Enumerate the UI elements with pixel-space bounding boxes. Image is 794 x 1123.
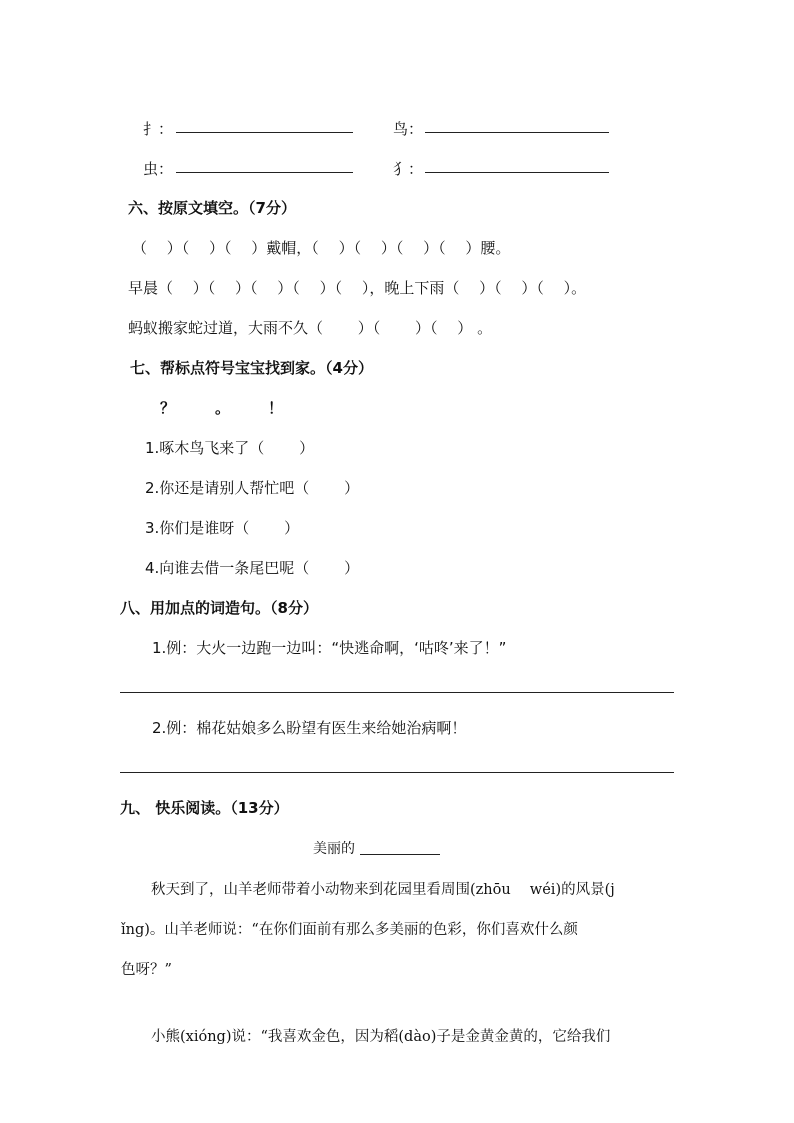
section7-item-1[interactable]: 1.啄木鸟飞来了（ ） xyxy=(145,439,315,457)
passage-line-2: ǐng)。山羊老师说：“在你们面前有那么多美丽的色彩，你们喜欢什么颜 xyxy=(121,922,578,938)
section8-title: 八、用加点的词造句。（8分） xyxy=(120,599,318,617)
symbol-question: ？ xyxy=(160,399,176,417)
passage-line-4: 小熊(xióng)说：“我喜欢金色，因为稻(dào)子是金黄金黄的，它给我们 xyxy=(151,1029,611,1045)
symbol-period: 。 xyxy=(215,399,231,417)
radical-blank-chong[interactable] xyxy=(176,172,353,173)
radical-blank-quan[interactable] xyxy=(425,172,609,173)
section7-item-4[interactable]: 4.向谁去借一条尾巴呢（ ） xyxy=(145,559,360,577)
section6-line-2[interactable]: 早晨（ ）（ ）（ ）（ ）（ ），晚上下雨（ ）（ ）（ ）。 xyxy=(128,279,587,297)
radical-label-chong: 虫： xyxy=(143,160,174,178)
section8-example-1: 1.例：大火一边跑一边叫：“快逃命啊，‘咕咚’来了！” xyxy=(152,639,507,657)
radical-label-quan: 犭： xyxy=(393,160,424,178)
answer-line-2[interactable] xyxy=(120,772,674,773)
section6-line-3[interactable]: 蚂蚁搬家蛇过道，大雨不久（ ）（ ）（ ） 。 xyxy=(128,319,493,337)
section6-title: 六、按原文填空。（7分） xyxy=(128,199,296,217)
passage-line-3: 色呀？” xyxy=(121,962,172,978)
passage-title-text: 美丽的 xyxy=(313,841,355,857)
section7-title: 七、帮标点符号宝宝找到家。（4分） xyxy=(130,359,373,377)
passage-line-1: 秋天到了，山羊老师带着小动物来到花园里看周围(zhōu wéi)的风景(j xyxy=(151,882,615,898)
section6-line-1[interactable]: （ ）（ ）（ ）戴帽，（ ）（ ）（ ）（ ）腰。 xyxy=(132,239,511,257)
radical-label-shou: 扌： xyxy=(143,120,174,138)
section9-title: 九、 快乐阅读。（13分） xyxy=(120,799,289,817)
section7-item-2[interactable]: 2.你还是请别人帮忙吧（ ） xyxy=(145,479,360,497)
section8-example-2: 2.例：棉花姑娘多么盼望有医生来给她治病啊！ xyxy=(152,719,467,737)
passage-title-blank[interactable] xyxy=(360,854,440,855)
radical-blank-niao[interactable] xyxy=(425,132,609,133)
answer-line-1[interactable] xyxy=(120,692,674,693)
section7-item-3[interactable]: 3.你们是谁呀（ ） xyxy=(145,519,300,537)
radical-label-niao: 鸟： xyxy=(393,120,424,138)
passage-title xyxy=(313,838,355,858)
symbol-exclamation: ！ xyxy=(268,399,284,417)
radical-blank-shou[interactable] xyxy=(176,132,353,133)
